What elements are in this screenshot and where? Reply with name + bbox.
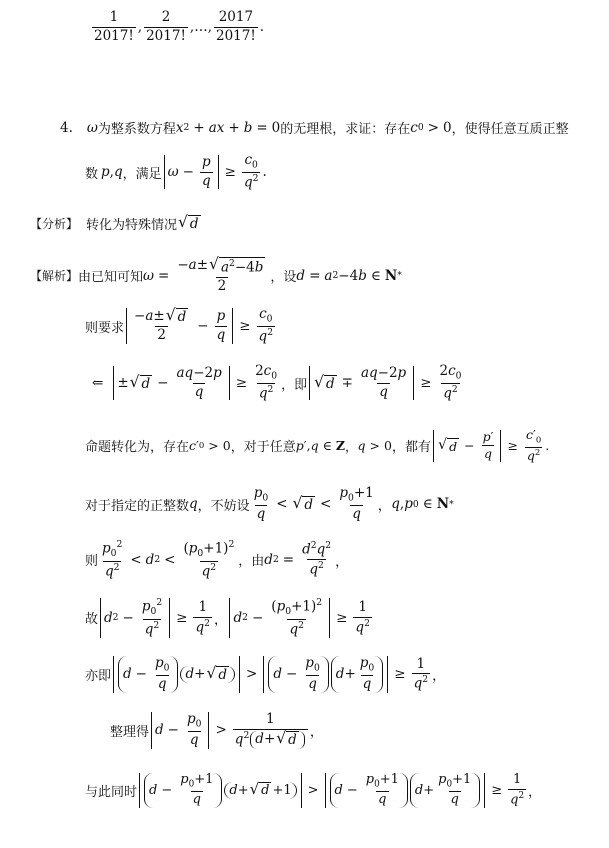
problem-number: 4. — [60, 119, 73, 136]
meanwhile-line: 与此同时 d − $\frac{p_0+1}{q}$ d + √ d +1 > d − $\frac{p_0+1}{q}$ d + $\frac{p_0+1}{q}$ ≥ $\frac{1}{q^2}$ ， — [85, 772, 542, 808]
then-line: 则 $\frac{p_0^2}{q^2}$ < d 2 < $\frac{(p_0+1)^2}{q^2}$ ，由 d 2 = $\frac{d^2q^2}{q^2}$ ， — [85, 539, 349, 580]
top-fraction-line: $\frac{1}{2017!}$ , $\frac{2}{2017!}$ , … , $\frac{2017}{2017!}$ . — [94, 9, 265, 44]
also-line: 亦即 d − $\frac{p_0}{q}$ d + √ d > d − $\frac{p_0}{q}$ d + $\frac{p_0}{q}$ ≥ $\frac{1}{q^2}$ ， — [85, 655, 446, 693]
fraction-2: $\frac{2}{2017!}$ — [146, 9, 186, 44]
arrange-line: 整理得 d − $\frac{p_0}{q}$ > 1 $q^2$ d + √ d ， — [110, 711, 324, 749]
analysis-line: 【分析】 转化为特殊情况 √ d — [30, 212, 199, 233]
fraction-2017: $\frac{2017}{2017!}$ — [215, 9, 256, 44]
specified-line: 对于指定的正整数 q ，不妨设 $\frac{p_0}{q}$ < √ d < $\frac{p_0+1}{q}$ ， q , p 0 ∈ N * — [85, 485, 454, 523]
require-line: 则要求 −a± √ d 2 − $\frac{p}{q}$ ≥ $\frac{c_0}{q^2}$ — [85, 306, 274, 345]
problem-4-line-2: 数 p , q ，满足 ω − $\frac{p}{q}$ ≥ $\frac{c_0}{q^2}$ . — [85, 152, 267, 191]
ellipsis: … — [194, 19, 208, 36]
problem-4-line-1: 4. ω 为整系数方程 x 2 + ax + b = 0 的无理根，求证：存在 c 0 > 0 ，使得任意互质正整 — [60, 119, 569, 137]
abs-omega-p-over-q: ω − $\frac{p}{q}$ — [164, 155, 219, 189]
transform-line: 命题转化为，存在 c ′ 0 > 0 ，对于任意 p ′, q ∈ Z ， q > 0 ，都有 √ d − $\frac{p'}{q}$ ≥ $\frac{c'_0}{q^2}$ . — [85, 427, 550, 464]
solution-tag: 【解析】 — [30, 269, 79, 284]
solution-line-1: 【解析】 由已知可知 ω = −a± √ $a^2-4b$ 2 ，设 d = a 2 −4 b ∈ N * — [30, 255, 402, 294]
implied-line: ⇐ ± √ d − $\frac{aq-2p}{q}$ ≥ $\frac{2c_0}{q^2}$ ，即 √ d ∓ $\frac{aq-2p}{q}$ ≥ $\frac{2c_0}{q^2}$ — [92, 363, 462, 402]
analysis-tag: 【分析】 — [30, 217, 79, 231]
so-line: 故 d 2 − $\frac{p_0^2}{q^2}$ ≥ $\frac{1}{q^2}$ ， d 2 − $\frac{(p_0+1)^2}{q^2}$ ≥ $\frac{1}{q^2}$ — [85, 597, 370, 638]
fraction-1: $\frac{1}{2017!}$ — [94, 9, 134, 44]
